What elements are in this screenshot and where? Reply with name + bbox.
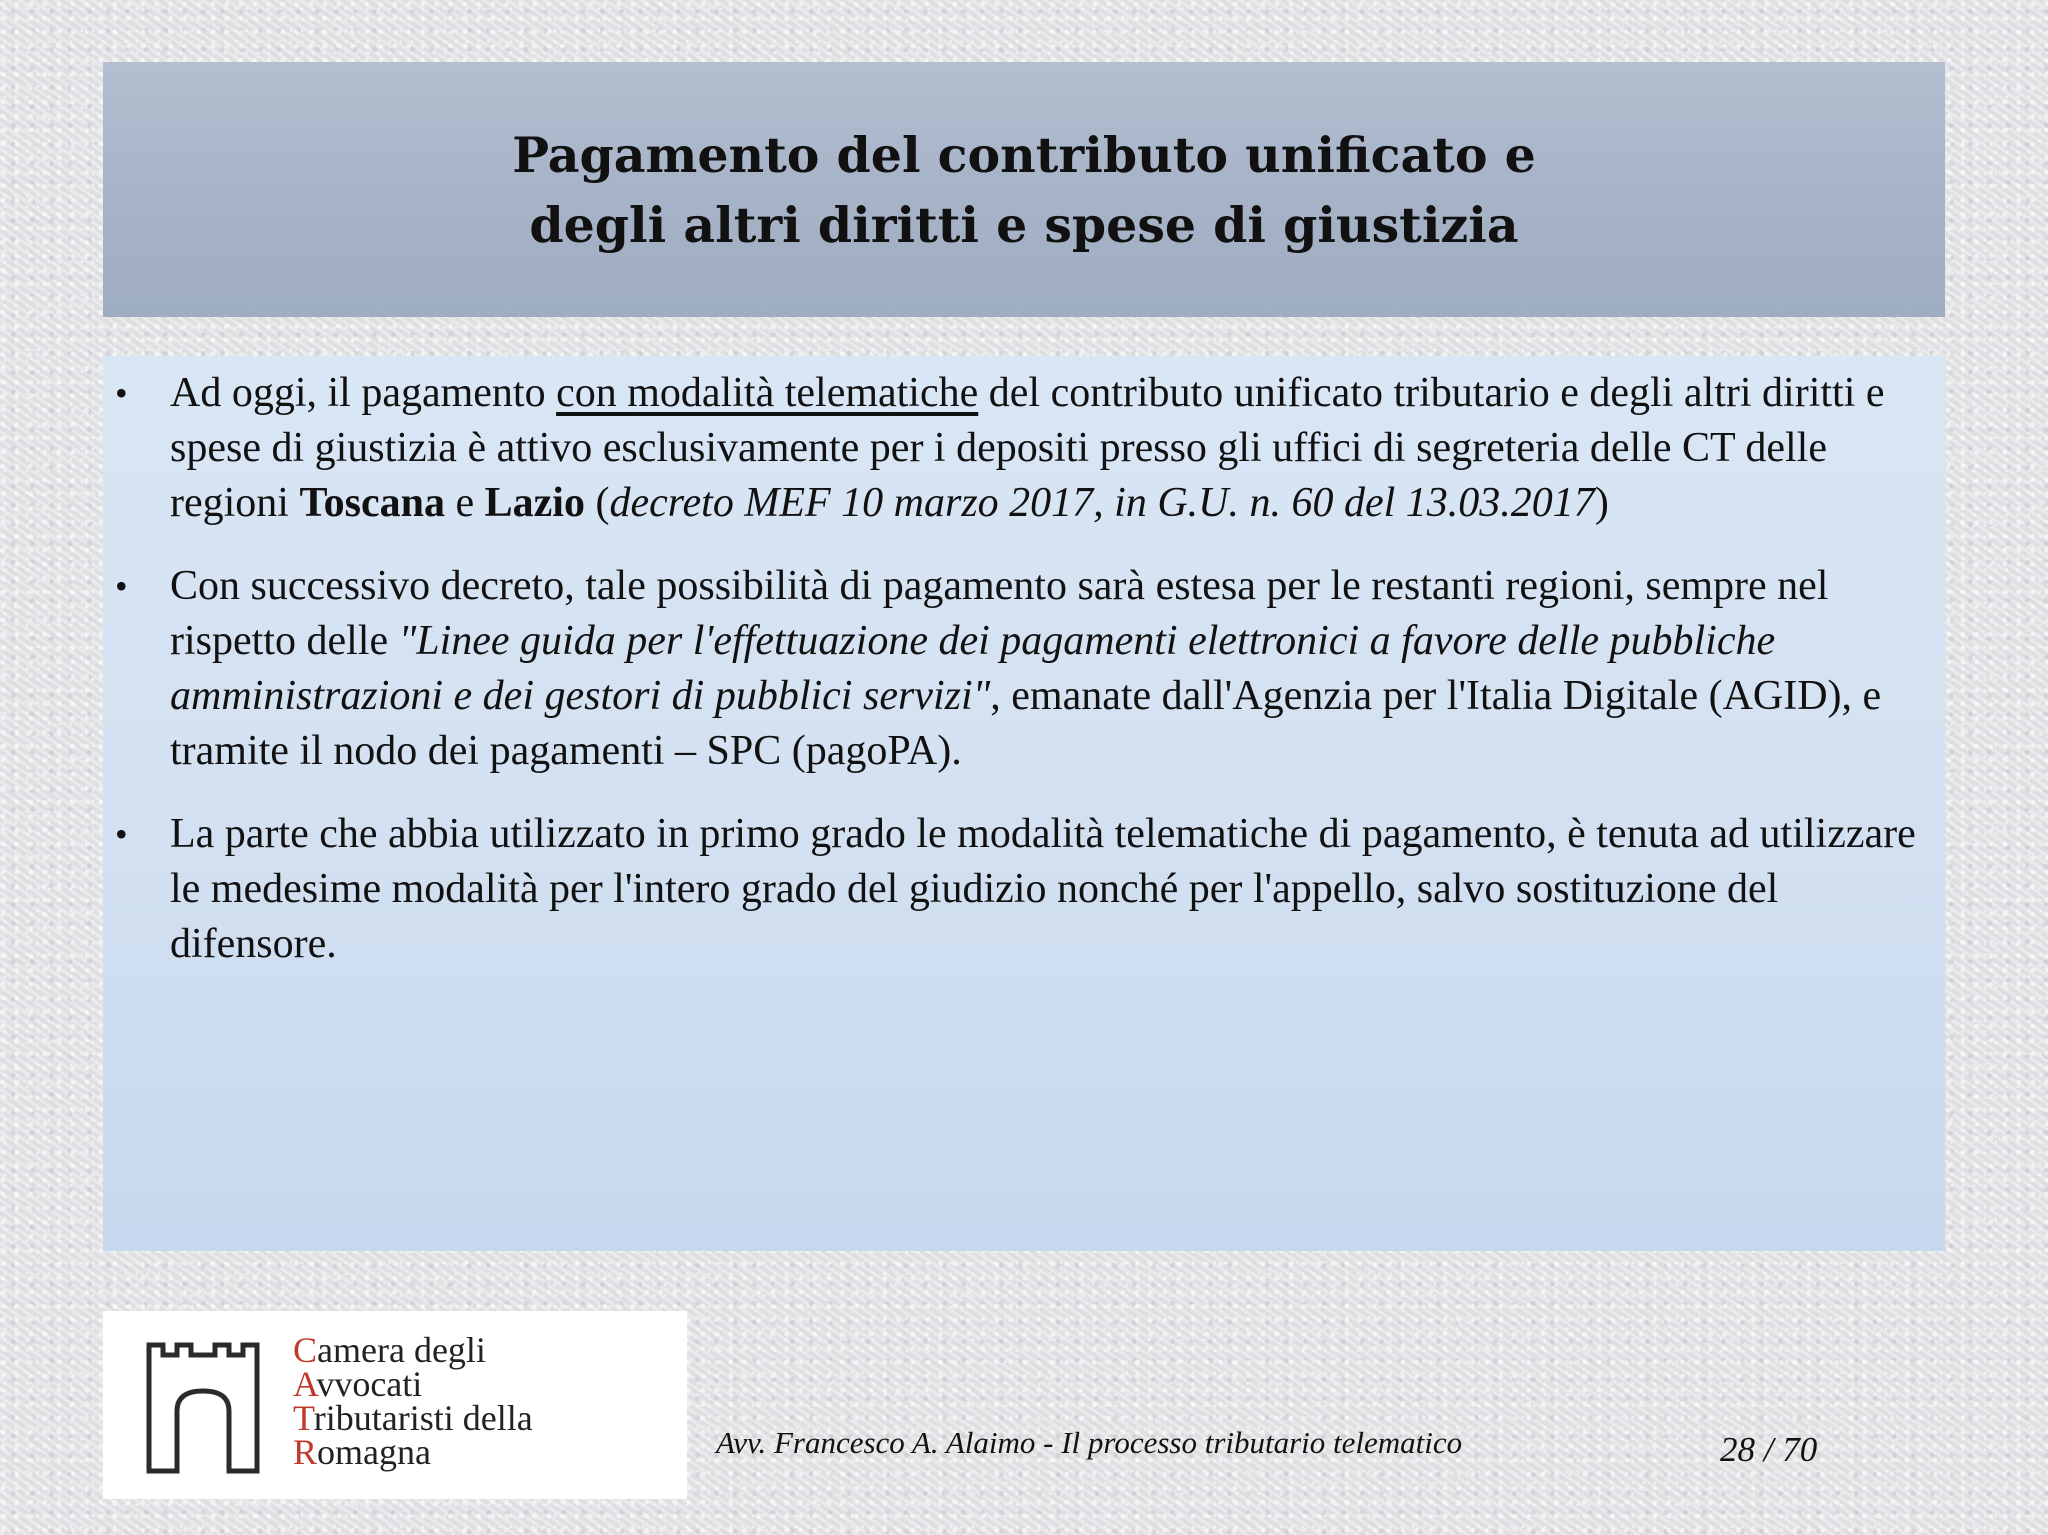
logo-initial: C bbox=[293, 1330, 318, 1370]
bullet-text: Ad oggi, il pagamento bbox=[170, 370, 557, 416]
bullet-list bbox=[103, 356, 1945, 972]
bullet-text: e bbox=[444, 480, 485, 526]
logo-line bbox=[293, 1330, 533, 1370]
bullet-item-1 bbox=[103, 366, 1945, 531]
bullet-item-3 bbox=[103, 807, 1945, 972]
bullet-marker: • bbox=[115, 373, 128, 413]
guidelines-citation: "Linee guida per l'effettuazione dei pagamenti elettronici a favore delle pubbliche amministrazioni e dei gestori di pubblici servizi" bbox=[170, 618, 1776, 719]
logo bbox=[103, 1311, 687, 1499]
content-panel bbox=[103, 356, 1945, 1251]
bullet-text: La parte che abbia utilizzato in primo grado le modalità telematiche di pagamento, è tenuta ad utilizzare le medesime modalità per l'intero grado del giudizio nonché per l'appello, salvo sostituzione del difensore. bbox=[170, 811, 1916, 967]
footer-caption: Avv. Francesco A. Alaimo - Il processo tributario telematico bbox=[716, 1425, 1463, 1460]
slide-title-line-1: Pagamento del contributo unificato e bbox=[512, 125, 1536, 184]
slide-title-line-2: degli altri diritti e spese di giustizia bbox=[529, 195, 1519, 254]
castle-tower-icon bbox=[143, 1337, 263, 1477]
logo-initial: R bbox=[293, 1432, 318, 1472]
logo-line bbox=[293, 1398, 533, 1438]
page-number: 28 / 70 bbox=[1720, 1430, 1818, 1469]
bullet-marker: • bbox=[115, 814, 128, 854]
bullet-text: ( bbox=[584, 480, 610, 526]
region-toscana: Toscana bbox=[299, 480, 445, 526]
logo-line bbox=[293, 1364, 533, 1404]
bullet-text: ) bbox=[1594, 480, 1609, 526]
bullet-text: Con successivo decreto, tale possibilità di pagamento sarà estesa per le restanti regioni, sempre nel rispetto delle bbox=[170, 563, 1829, 664]
logo-text bbox=[293, 1330, 533, 1472]
decree-citation: decreto MEF 10 marzo 2017, in G.U. n. 60 del 13.03.2017 bbox=[609, 480, 1595, 526]
region-lazio: Lazio bbox=[484, 480, 585, 526]
bullet-text: del contributo unificato tributario e degli altri diritti e spese di giustizia è attivo esclusivamente per i depositi presso gli uffici di segreteria delle CT delle regioni bbox=[170, 370, 1885, 526]
logo-line bbox=[293, 1432, 533, 1472]
bullet-item-2 bbox=[103, 559, 1945, 779]
bullet-text: , emanate dall'Agenzia per l'Italia Digitale (AGID), e tramite il nodo dei pagamenti – SPC (pagoPA). bbox=[170, 673, 1882, 774]
title-band bbox=[103, 62, 1945, 317]
logo-line-rest: vvocati bbox=[316, 1364, 423, 1404]
underlined-phrase: con modalità telematiche bbox=[556, 370, 979, 416]
bullet-marker: • bbox=[115, 566, 128, 606]
logo-initial: T bbox=[293, 1398, 314, 1438]
logo-line-rest: ributaristi della bbox=[313, 1398, 533, 1438]
slide-title bbox=[512, 120, 1536, 260]
logo-line-rest: amera degli bbox=[317, 1330, 486, 1370]
logo-initial: A bbox=[293, 1364, 317, 1404]
logo-line-rest: omagna bbox=[317, 1432, 431, 1472]
